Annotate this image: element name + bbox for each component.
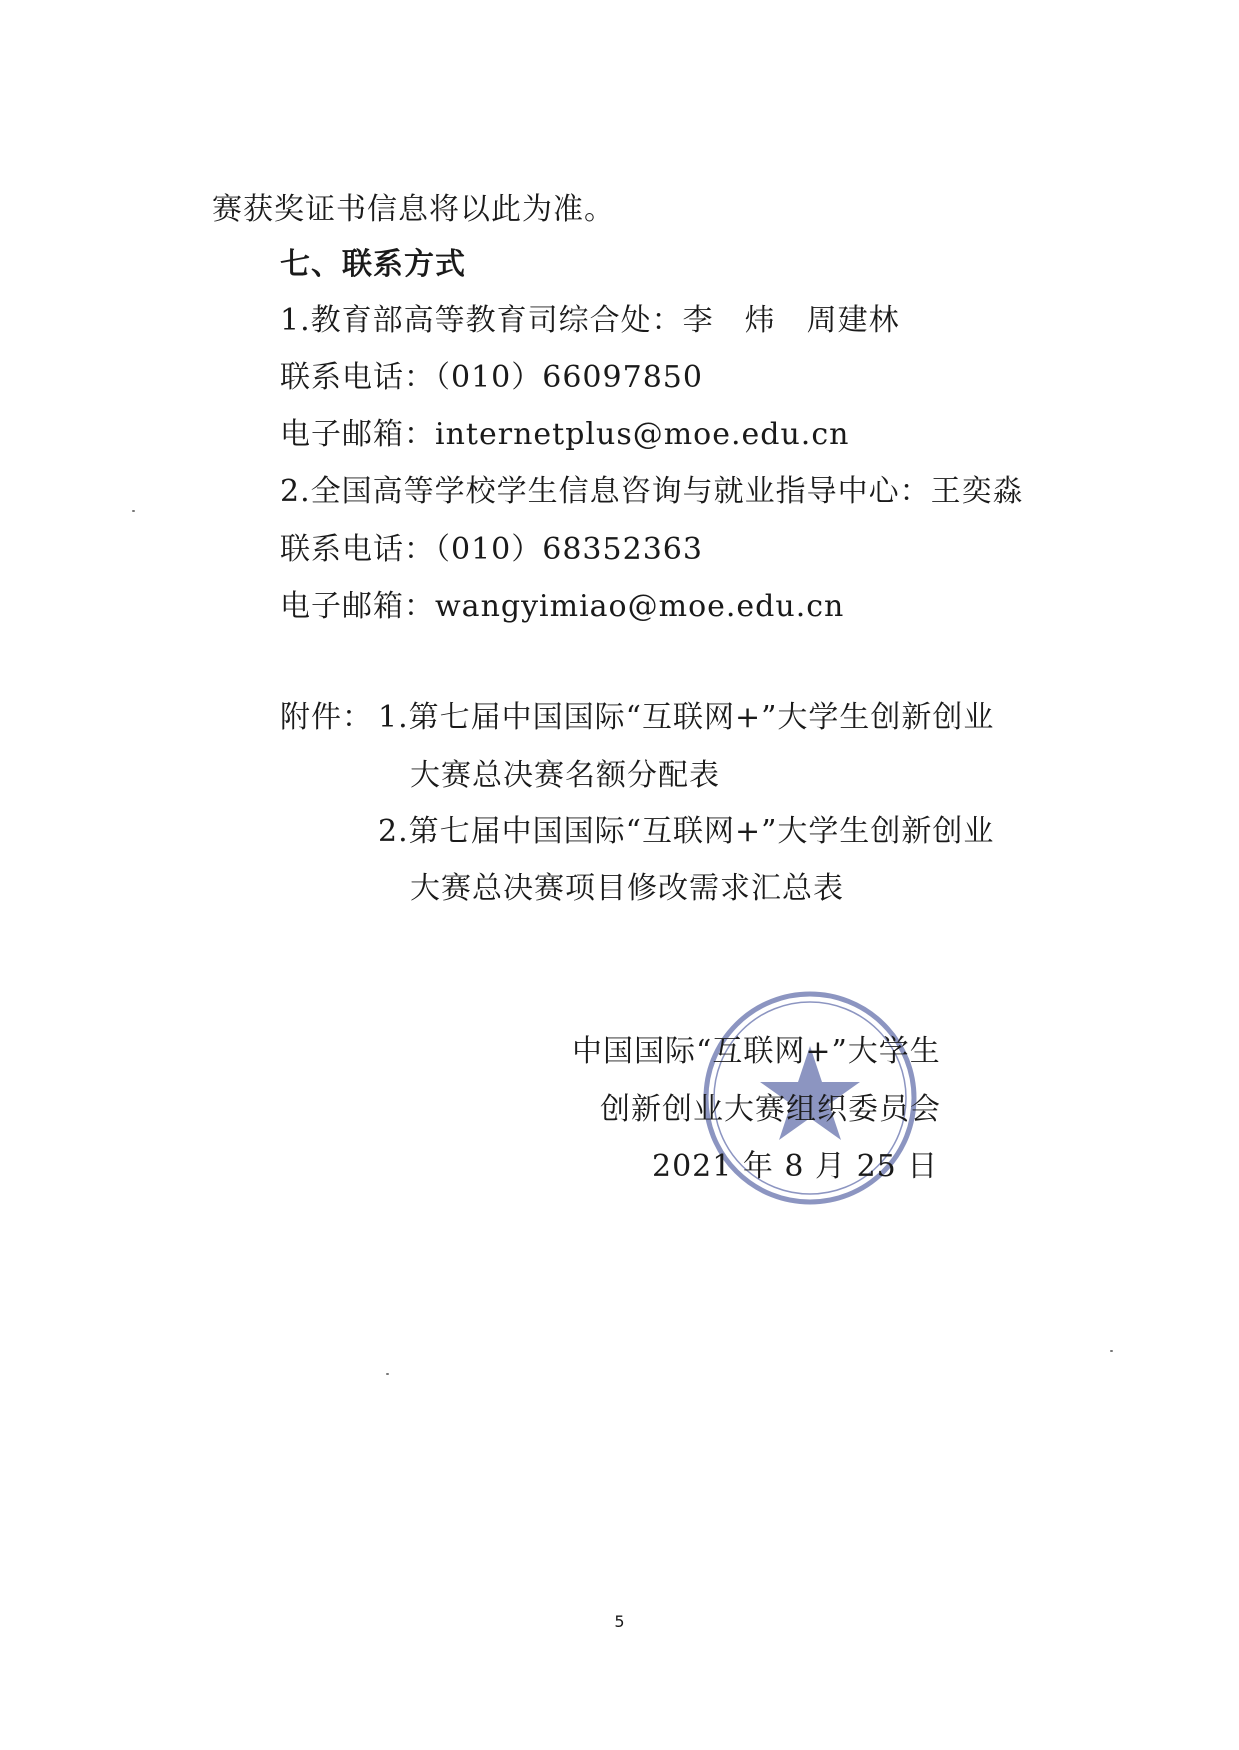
- section-heading: 七、联系方式: [280, 247, 466, 282]
- attachment-2-line-1: 2.第七届中国国际“互联网+”大学生创新创业: [378, 814, 995, 849]
- attachments-label: 附件：: [280, 700, 373, 735]
- contact2-email: 电子邮箱：wangyimiao@moe.edu.cn: [280, 589, 845, 624]
- signature-org-line-2: 创新创业大赛组织委员会: [600, 1092, 941, 1127]
- page-number: 5: [614, 1612, 625, 1631]
- scan-speck: [132, 510, 135, 512]
- scan-speck: [1110, 1350, 1113, 1352]
- contact1-email: 电子邮箱：internetplus@moe.edu.cn: [280, 417, 850, 452]
- signature-date: 2021 年 8 月 25 日: [652, 1149, 939, 1184]
- contact2-org: 2.全国高等学校学生信息咨询与就业指导中心：王奕淼: [280, 474, 1024, 509]
- attachment-1-line-1: 1.第七届中国国际“互联网+”大学生创新创业: [378, 700, 995, 735]
- attachment-1-line-2: 大赛总决赛名额分配表: [410, 758, 720, 793]
- attachment-2-line-2: 大赛总决赛项目修改需求汇总表: [410, 871, 844, 906]
- scan-speck: [386, 1373, 389, 1375]
- contact2-phone: 联系电话：（010）68352363: [280, 532, 703, 567]
- continued-paragraph-line: 赛获奖证书信息将以此为准。: [212, 192, 615, 227]
- contact1-phone: 联系电话：（010）66097850: [280, 360, 703, 395]
- signature-org-line-1: 中国国际“互联网+”大学生: [572, 1034, 941, 1069]
- contact1-org: 1.教育部高等教育司综合处：李 炜 周建林: [280, 303, 900, 338]
